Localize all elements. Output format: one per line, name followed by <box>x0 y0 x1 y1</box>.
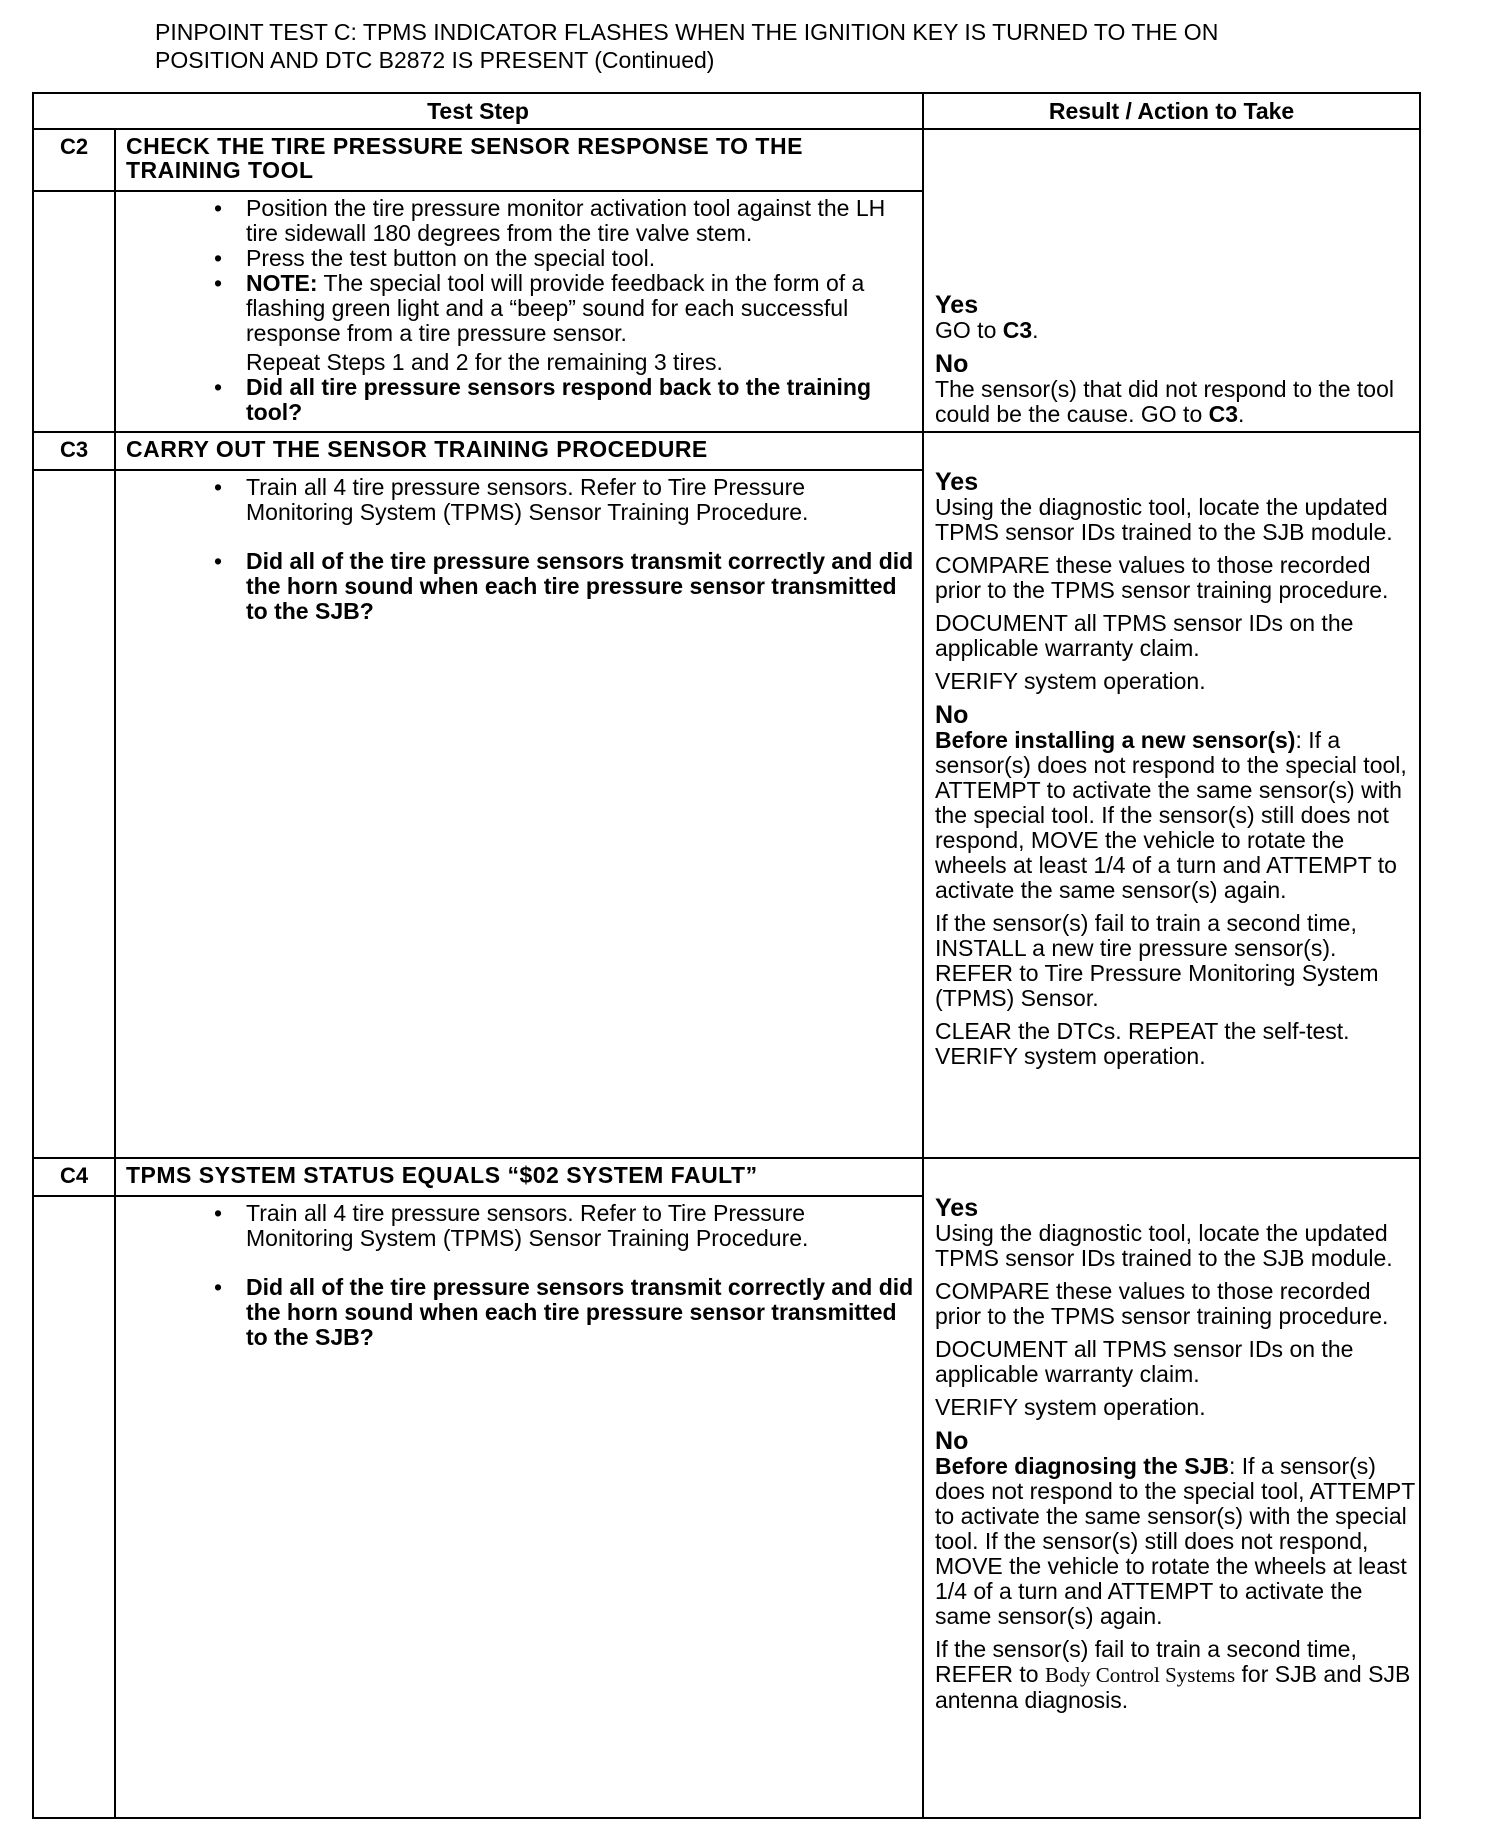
result-c3-yes-p2: COMPARE these values to those recorded prior to the TPMS sensor training procedure. <box>935 552 1389 603</box>
result-c3 <box>923 432 1420 1158</box>
table-header-row <box>33 93 1420 129</box>
result-c4-yes-p3: DOCUMENT all TPMS sensor IDs on the applicable warranty claim. <box>935 1336 1354 1387</box>
body-control-systems-ref: Body Control Systems <box>1044 1663 1236 1687</box>
step-c2-heading-row <box>33 129 1420 191</box>
result-c3-no-p2: If the sensor(s) fail to train a second time, INSTALL a new tire pressure sensor(s). REFER to Tire Pressure Monitoring System (TPMS) Sensor. <box>935 910 1379 1011</box>
list-item: • Did all of the tire pressure sensors transmit correctly and did the horn sound when each tire pressure sensor transmitted to the SJB? <box>214 1274 914 1350</box>
pinpoint-test-table <box>32 92 1421 1819</box>
step-c4-body <box>115 1196 923 1818</box>
result-c2 <box>923 129 1420 432</box>
list-item: Repeat Steps 1 and 2 for the remaining 3 tires. <box>246 348 723 375</box>
result-c3-yes-p3: DOCUMENT all TPMS sensor IDs on the applicable warranty claim. <box>935 610 1354 661</box>
result-c2-no-text: The sensor(s) that did not respond to the tool could be the cause. GO to C3. <box>935 376 1395 427</box>
result-c3-no-p3: CLEAR the DTCs. REPEAT the self-test. VERIFY system operation. <box>935 1018 1350 1069</box>
step-heading-c2: CHECK THE TIRE PRESSURE SENSOR RESPONSE TO THE TRAINING TOOL <box>115 129 923 191</box>
result-c4-no-p2: If the sensor(s) fail to train a second time, REFER to Body Control Systems for SJB and SJB antenna diagnosis. <box>935 1636 1411 1713</box>
list-item: • Train all 4 tire pressure sensors. Refer to Tire Pressure Monitoring System (TPMS) Sensor Training Procedure. <box>214 1200 809 1251</box>
step-c4-heading-row <box>33 1158 1420 1196</box>
list-item: • Press the test button on the special tool. <box>214 244 656 271</box>
result-c3-no-label: No <box>935 701 969 729</box>
result-c4-no-label: No <box>935 1427 969 1455</box>
page-title <box>155 18 1355 74</box>
header-result: Result / Action to Take <box>923 93 1420 129</box>
result-c3-yes-p1: Using the diagnostic tool, locate the updated TPMS sensor IDs trained to the SJB module. <box>935 494 1393 545</box>
result-c4-yes-p1: Using the diagnostic tool, locate the updated TPMS sensor IDs trained to the SJB module. <box>935 1220 1393 1271</box>
result-c2-yes-label: Yes <box>935 291 979 319</box>
result-c3-yes-p4: VERIFY system operation. <box>935 668 1206 694</box>
title-line-2: POSITION AND DTC B2872 IS PRESENT (Continued) <box>155 47 715 73</box>
list-item: • NOTE: The special tool will provide feedback in the form of a flashing green light and a “beep” sound for each successful response from a tire pressure sensor. <box>214 269 865 346</box>
list-item: • Did all tire pressure sensors respond back to the training tool? <box>214 373 871 425</box>
step-c3-blank-cell <box>33 470 115 1158</box>
result-c3-yes-label: Yes <box>935 468 979 496</box>
header-test-step: Test Step <box>33 93 923 129</box>
list-item: • Position the tire pressure monitor activation tool against the LH tire sidewall 180 degrees from the tire valve stem. <box>214 194 886 246</box>
result-c4-no-p1: Before diagnosing the SJB: If a sensor(s) does not respond to the special tool, ATTEMPT to activate the same sensor(s) with the special tool. If the sensor(s) still does not respond, MOVE the vehicle to rotate the wheels at least 1/4 of a turn and ATTEMPT to activate the same sensor(s) again. <box>935 1453 1415 1629</box>
step-id-c4: C4 <box>33 1158 115 1196</box>
step-c2-body <box>115 191 923 432</box>
result-c2-yes-text: GO to C3. <box>935 317 1039 343</box>
step-heading-c3: CARRY OUT THE SENSOR TRAINING PROCEDURE <box>115 432 923 470</box>
result-c4 <box>923 1158 1420 1818</box>
step-heading-c4: TPMS SYSTEM STATUS EQUALS “$02 SYSTEM FAULT” <box>115 1158 923 1196</box>
step-c3-body <box>115 470 923 1158</box>
result-c4-yes-p2: COMPARE these values to those recorded prior to the TPMS sensor training procedure. <box>935 1278 1389 1329</box>
step-c2-blank-cell <box>33 191 115 432</box>
step-c4-blank-cell <box>33 1196 115 1818</box>
list-item: • Train all 4 tire pressure sensors. Refer to Tire Pressure Monitoring System (TPMS) Sensor Training Procedure. <box>214 474 809 525</box>
step-id-c3: C3 <box>33 432 115 470</box>
result-c2-no-label: No <box>935 350 969 378</box>
list-item: • Did all of the tire pressure sensors transmit correctly and did the horn sound when each tire pressure sensor transmitted to the SJB? <box>214 548 914 624</box>
result-c4-yes-label: Yes <box>935 1194 979 1222</box>
step-c3-heading-row <box>33 432 1420 470</box>
title-line-1: PINPOINT TEST C: TPMS INDICATOR FLASHES WHEN THE IGNITION KEY IS TURNED TO THE ON <box>155 19 1219 45</box>
step-id-c2: C2 <box>33 129 115 191</box>
result-c3-no-p1: Before installing a new sensor(s): If a sensor(s) does not respond to the special tool, ATTEMPT to activate the same sensor(s) with the special tool. If the sensor(s) still does not respond, MOVE the vehicle to rotate the wheels at least 1/4 of a turn and ATTEMPT to activate the same sensor(s) again. <box>935 727 1407 903</box>
result-c4-yes-p4: VERIFY system operation. <box>935 1394 1206 1420</box>
